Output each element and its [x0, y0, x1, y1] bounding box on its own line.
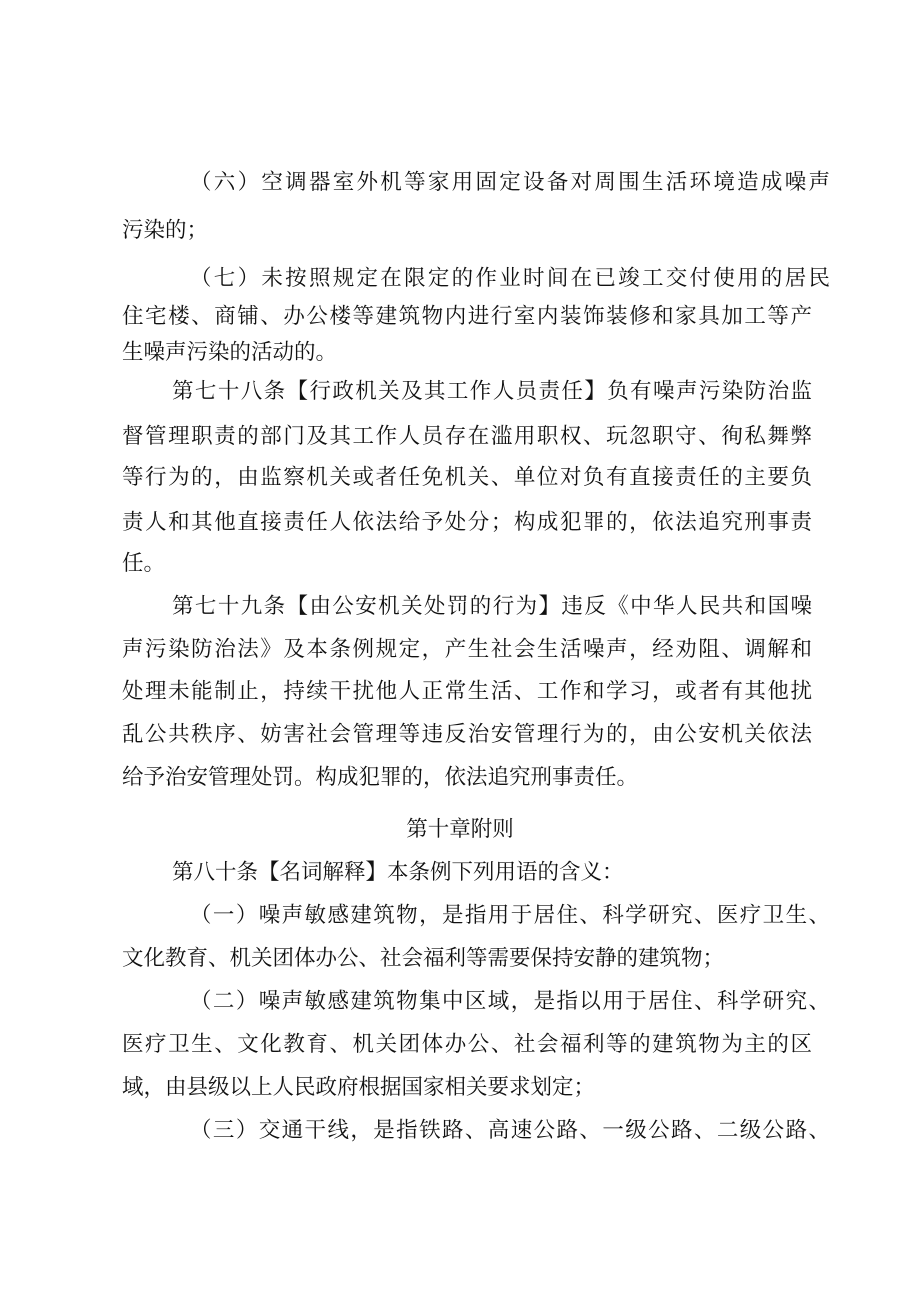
article-79-line-5: 给予治安管理处罚。构成犯罪的，依法追究刑事责任。 [122, 765, 639, 790]
definition-1-line-1: （一）噪声敏感建筑物，是指用于居住、科学研究、医疗卫生、 [190, 903, 830, 928]
article-79-line-3: 处理未能制止，持续干扰他人正常生活、工作和学习，或者有其他扰 [122, 679, 812, 704]
chapter-10-title: 第十章附则 [406, 817, 514, 842]
article-80-line-1: 第八十条【名词解释】本条例下列用语的含义： [172, 860, 624, 885]
article-78-line-5: 任。 [122, 551, 166, 576]
item-7-line-3: 生噪声污染的活动的。 [122, 340, 338, 365]
item-6-line-2: 污染的； [122, 218, 209, 243]
definition-2-line-1: （二）噪声敏感建筑物集中区域，是指以用于居住、科学研究、 [190, 989, 830, 1014]
article-79-line-2: 声污染防治法》及本条例规定，产生社会生活噪声，经劝阻、调解和 [122, 637, 812, 662]
definition-2-line-2: 医疗卫生、文化教育、机关团体办公、社会福利等的建筑物为主的区 [122, 1032, 812, 1057]
article-78-line-3: 等行为的，由监察机关或者任免机关、单位对负有直接责任的主要负 [122, 465, 812, 490]
item-7-line-1: （七）未按照规定在限定的作业时间在已竣工交付使用的居民 [190, 266, 830, 291]
item-7-line-2: 住宅楼、商铺、办公楼等建筑物内进行室内装饰装修和家具加工等产 [122, 304, 812, 329]
definition-3-line-1: （三）交通干线，是指铁路、高速公路、一级公路、二级公路、 [190, 1118, 830, 1143]
article-79-line-1: 第七十九条【由公安机关处罚的行为】违反《中华人民共和国噪 [172, 594, 812, 619]
definition-2-line-3: 域，由县级以上人民政府根据国家相关要求划定； [122, 1075, 596, 1100]
definition-1-line-2: 文化教育、机关团体办公、社会福利等需要保持安静的建筑物； [122, 946, 725, 971]
article-79-line-4: 乱公共秩序、妨害社会管理等违反治安管理行为的，由公安机关依法 [122, 722, 812, 747]
article-78-line-1: 第七十八条【行政机关及其工作人员责任】负有噪声污染防治监 [172, 379, 812, 404]
item-6-line-1: （六）空调器室外机等家用固定设备对周围生活环境造成噪声 [190, 170, 830, 195]
article-78-line-4: 责人和其他直接责任人依法给予处分；构成犯罪的，依法追究刑事责 [122, 510, 812, 535]
article-78-line-2: 督管理职责的部门及其工作人员存在滥用职权、玩忽职守、徇私舞弊 [122, 424, 812, 449]
